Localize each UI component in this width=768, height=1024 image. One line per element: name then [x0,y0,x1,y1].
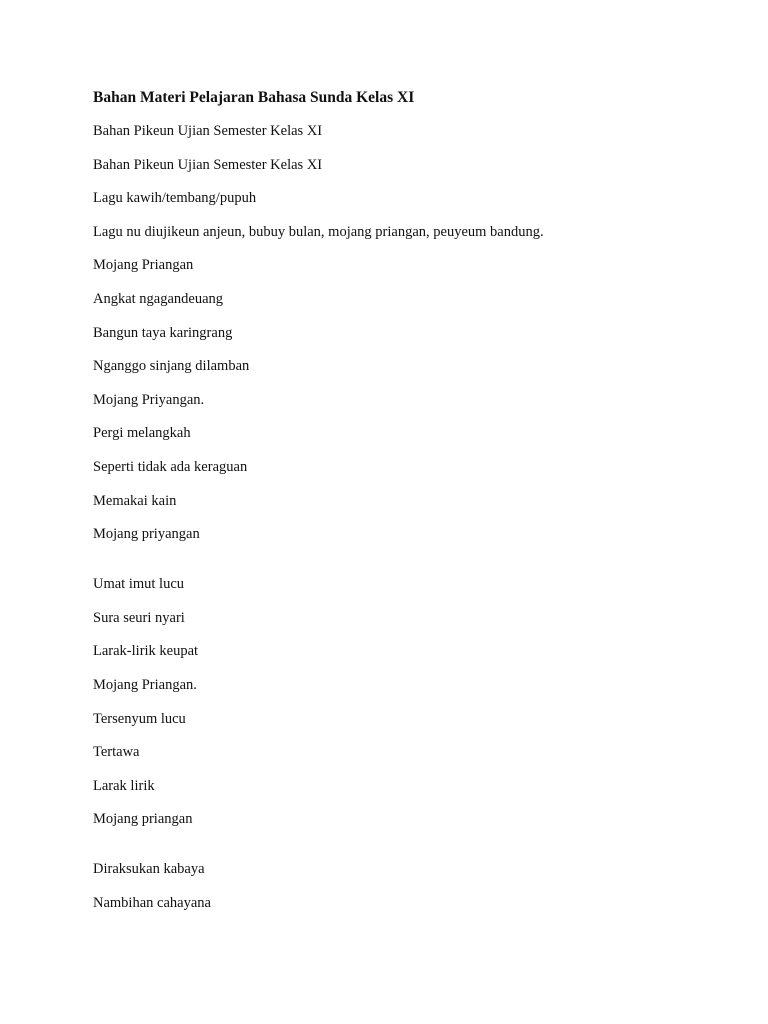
text-line: Bangun taya karingrang [93,324,233,341]
text-line: Lagu kawih/tembang/pupuh [93,190,257,207]
text-line: Nambihan cahayana [93,894,211,911]
text-line: Tertawa [93,744,140,761]
text-line: Seperti tidak ada keraguan [93,458,248,475]
text-line: Mojang Priangan [93,257,194,274]
text-line: Diraksukan kabaya [93,861,205,878]
text-line: Angkat ngagandeuang [93,290,224,307]
text-line: Pergi melangkah [93,425,191,442]
document-page [93,88,733,926]
text-line: Nganggo sinjang dilamban [93,358,250,375]
text-line: Umat imut lucu [93,576,185,593]
text-line: Larak lirik [93,777,155,794]
document-title: Bahan Materi Pelajaran Bahasa Sunda Kelas XI [93,89,415,106]
text-line: Mojang Priangan. [93,676,197,693]
text-line: Bahan Pikeun Ujian Semester Kelas XI [93,123,323,139]
text-line: Sura seuri nyari [93,609,185,626]
text-line: Larak-lirik keupat [93,643,199,660]
text-line: Memakai kain [93,492,177,509]
text-line: Bahan Pikeun Ujian Semester Kelas XI [93,156,323,173]
text-line: Mojang priyangan [93,526,200,543]
text-line: Tersenyum lucu [93,710,186,727]
text-line: Mojang Priyangan. [93,391,205,408]
text-line: Lagu nu diujikeun anjeun, bubuy bulan, mojang priangan, peuyeum bandung. [93,223,544,240]
text-line: Mojang priangan [93,811,193,828]
